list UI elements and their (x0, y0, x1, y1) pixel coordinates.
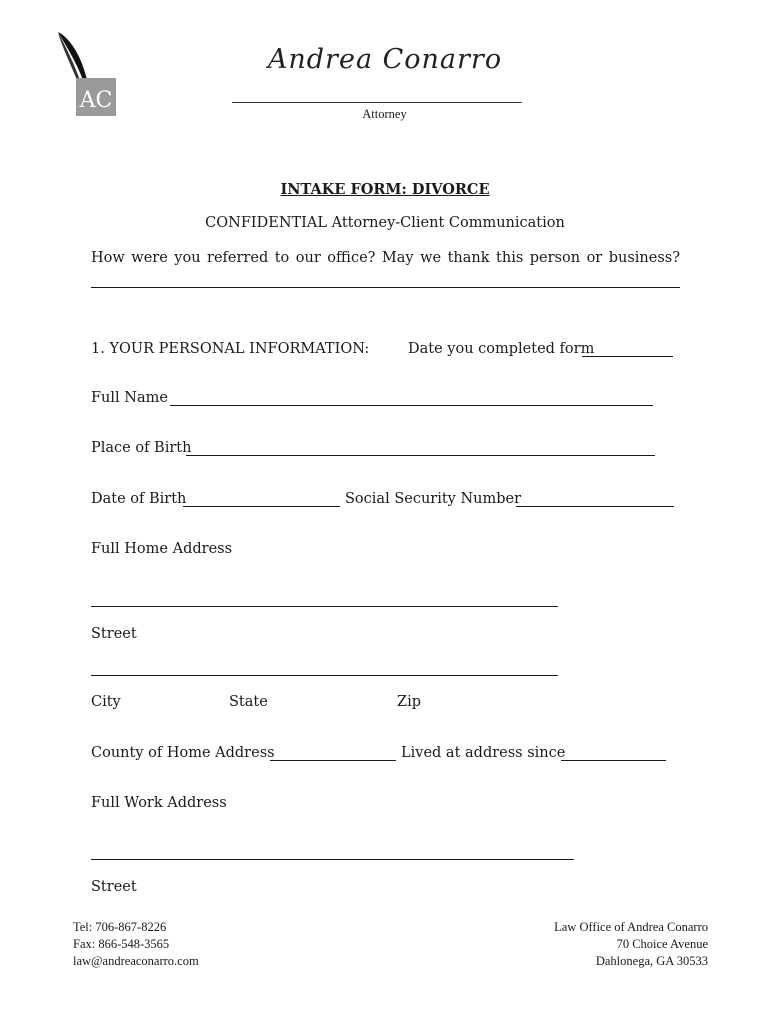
form-title: INTAKE FORM: DIVORCE (280, 181, 490, 198)
logo-monogram: AC (79, 88, 113, 113)
work-address-label: Full Work Address (91, 795, 227, 811)
date-completed-label: Date you completed form (408, 341, 595, 357)
footer-address (554, 919, 708, 970)
full-name-line[interactable] (170, 405, 653, 406)
footer-tel: Tel: 706-867-8226 (73, 920, 167, 934)
zip-label: Zip (397, 694, 421, 710)
attorney-name: Andrea Conarro (267, 44, 503, 75)
footer-office: Law Office of Andrea Conarro (554, 920, 708, 934)
street-label: Street (91, 626, 137, 642)
state-label: State (229, 694, 268, 710)
work-street-label: Street (91, 879, 137, 895)
referral-answer-line[interactable] (91, 287, 680, 288)
attorney-role: Attorney (362, 107, 407, 121)
county-line[interactable] (270, 760, 396, 761)
footer-email[interactable]: law@andreaconarro.com (73, 954, 199, 968)
lived-since-label: Lived at address since (401, 745, 566, 761)
date-completed-line[interactable] (582, 356, 673, 357)
date-of-birth-line[interactable] (183, 506, 340, 507)
quill-pen-icon (52, 28, 120, 120)
place-of-birth-line[interactable] (186, 455, 655, 456)
footer-fax: Fax: 866-548-3565 (73, 937, 170, 951)
referral-question: How were you referred to our office? May we thank this person or business? (91, 250, 680, 266)
footer-street: 70 Choice Avenue (616, 937, 708, 951)
footer-city: Dahlonega, GA 30533 (595, 954, 708, 968)
lived-since-line[interactable] (561, 760, 666, 761)
footer-contact (73, 919, 199, 970)
street-line[interactable] (91, 606, 558, 607)
county-label: County of Home Address (91, 745, 275, 761)
work-street-line[interactable] (91, 859, 574, 860)
ssn-label: Social Security Number (345, 491, 522, 507)
full-name-label: Full Name (91, 390, 168, 406)
place-of-birth-label: Place of Birth (91, 440, 192, 456)
home-address-label: Full Home Address (91, 541, 233, 557)
letterhead-rule (232, 102, 522, 103)
section-heading: 1. YOUR PERSONAL INFORMATION: (91, 341, 370, 357)
city-state-zip-line[interactable] (91, 675, 558, 676)
confidential-notice: CONFIDENTIAL Attorney-Client Communication (205, 215, 565, 231)
logo (52, 28, 120, 120)
date-of-birth-label: Date of Birth (91, 491, 187, 507)
ssn-line[interactable] (516, 506, 674, 507)
city-label: City (91, 694, 121, 710)
